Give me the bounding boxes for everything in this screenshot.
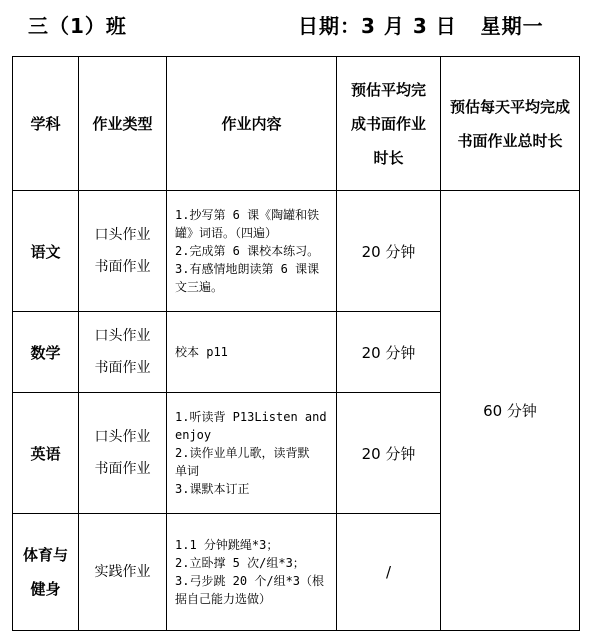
type-cell — [79, 312, 167, 393]
content-line: 1.1 分钟跳绳*3； — [175, 538, 279, 552]
content-line: 罐》词语。（四遍） — [175, 226, 278, 240]
avg-time-line: 成书面作业 — [350, 114, 426, 133]
content-line: 3.有感情地朗读第 6 课课 — [175, 262, 320, 276]
subject-cell: 英语 — [13, 393, 79, 514]
time-cell: 20 分钟 — [337, 191, 441, 312]
avg-time-line: 时长 — [373, 148, 404, 167]
content-line: 1.听读背 P13Listen and — [175, 410, 327, 424]
total-time-line: 书面作业总时长 — [457, 131, 563, 150]
time-cell: 20 分钟 — [337, 312, 441, 393]
content-line: 2.读作业单儿歌，读背默 — [175, 446, 310, 460]
content-cell — [167, 312, 337, 393]
subject-cell: 数学 — [13, 312, 79, 393]
type-label: 实践作业 — [94, 564, 151, 580]
column-header-type: 作业类型 — [79, 57, 167, 191]
type-cell — [79, 514, 167, 631]
type-label: 书面作业 — [94, 461, 151, 477]
content-line: 单词 — [175, 464, 200, 478]
type-label: 书面作业 — [94, 259, 151, 275]
total-time-cell: 60 分钟 — [441, 191, 580, 631]
content-line: 3.弓步跳 20 个/组*3（根 — [175, 574, 325, 588]
content-cell — [167, 393, 337, 514]
time-cell: / — [337, 514, 441, 631]
subject-cell: 语文 — [13, 191, 79, 312]
content-cell — [167, 514, 337, 631]
content-line: 校本 p11 — [175, 345, 228, 359]
column-header-avg-time — [337, 57, 441, 191]
type-cell — [79, 393, 167, 514]
date-line: 日期：3 月 3 日 星期一 — [298, 14, 544, 38]
table-row-chinese — [13, 191, 580, 312]
class-name: 三（1）班 — [28, 14, 127, 38]
type-label: 口头作业 — [94, 227, 151, 243]
content-line: enjoy — [175, 428, 212, 442]
column-header-total-time — [441, 57, 580, 191]
type-label: 书面作业 — [94, 360, 151, 376]
subject-line: 健身 — [30, 580, 61, 598]
content-line: 2.完成第 6 课校本练习。 — [175, 244, 320, 258]
header-row — [13, 57, 580, 191]
column-header-subject: 学科 — [13, 57, 79, 191]
column-header-content: 作业内容 — [167, 57, 337, 191]
content-line: 1.抄写第 6 课《陶罐和铁 — [175, 208, 320, 222]
content-line: 3.课默本订正 — [175, 482, 250, 496]
content-line: 2.立卧撑 5 次/组*3； — [175, 556, 305, 570]
content-line: 据自己能力选做） — [175, 592, 272, 606]
time-cell: 20 分钟 — [337, 393, 441, 514]
type-cell — [79, 191, 167, 312]
page-header — [0, 0, 590, 56]
avg-time-line: 预估平均完 — [350, 80, 426, 99]
total-time-line: 预估每天平均完成 — [449, 97, 570, 116]
content-cell — [167, 191, 337, 312]
subject-cell — [13, 514, 79, 631]
type-label: 口头作业 — [94, 328, 151, 344]
type-label: 口头作业 — [94, 429, 151, 445]
homework-table — [12, 56, 580, 631]
subject-line: 体育与 — [22, 546, 68, 564]
content-line: 文三遍。 — [175, 280, 224, 294]
